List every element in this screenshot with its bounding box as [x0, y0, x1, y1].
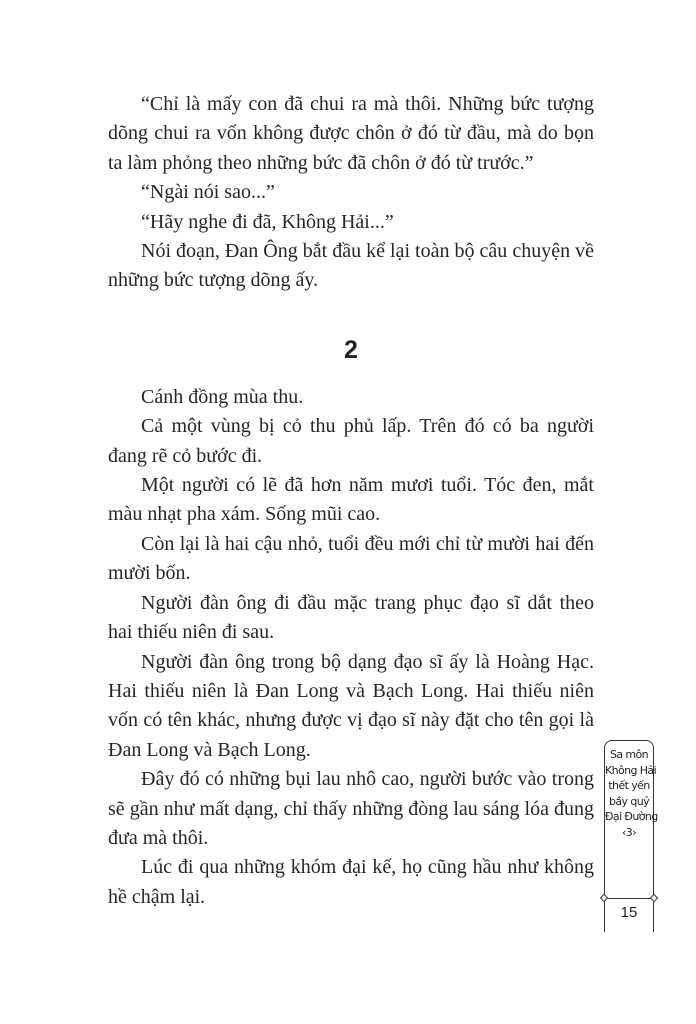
paragraph: Cánh đồng mùa thu.	[141, 385, 304, 408]
paragraph: Lúc đi qua những khóm đại kế, họ cũng hầu như không hề chậm lại.	[108, 856, 594, 908]
main-text	[108, 90, 594, 912]
tab-divider	[604, 898, 654, 899]
paragraph: “Chỉ là mấy con đã chui ra mà thôi. Những bức tượng dõng chui ra vốn không được chôn ở đó từ đầu, mà do bọn ta làm phỏng theo những bức đã chôn ở đó từ trước.”	[108, 93, 594, 174]
paragraph: Nói đoạn, Đan Ông bắt đầu kể lại toàn bộ câu chuyện về những bức tượng dõng ấy.	[108, 240, 594, 292]
chapter-heading: 2	[344, 335, 358, 364]
series-title	[605, 747, 658, 840]
paragraph: Một người có lẽ đã hơn năm mươi tuổi. Tóc đen, mắt màu nhạt pha xám. Sống mũi cao.	[108, 474, 594, 526]
paragraph: “Ngài nói sao...”	[141, 181, 275, 204]
series-title-line: bầy quỷ	[609, 794, 649, 808]
paragraph: Người đàn ông đi đầu mặc trang phục đạo sĩ dắt theo hai thiếu niên đi sau.	[108, 591, 594, 644]
paragraph: Cả một vùng bị cỏ thu phủ lấp. Trên đó có ba người đang rẽ cỏ bước đi.	[108, 415, 594, 467]
page-number: 15	[620, 904, 638, 921]
paragraph: Người đàn ông trong bộ dạng đạo sĩ ấy là Hoàng Hạc. Hai thiếu niên là Đan Long và Bạch Long. Hai thiếu niên vốn có tên khác, nhưng được vị đạo sĩ này đặt cho tên gọi là Đan Long và Bạch Long.	[108, 650, 594, 761]
series-title-line: thết yến	[608, 779, 650, 792]
series-title-line: Không Hải	[605, 763, 657, 777]
series-title-line: Sa môn	[609, 748, 649, 761]
volume-number: ‹3›	[622, 825, 636, 839]
paragraph: Còn lại là hai cậu nhỏ, tuổi đều mới chỉ từ mười hai đến mười bốn.	[108, 532, 594, 585]
series-title-line: Đại Đường	[605, 810, 658, 823]
paragraph: Đây đó có những bụi lau nhô cao, người bước vào trong sẽ gần như mất dạng, chỉ thấy những đòng lau sáng lóa đung đưa mà thôi.	[108, 768, 594, 849]
paragraph: “Hãy nghe đi đã, Không Hải...”	[141, 210, 394, 233]
